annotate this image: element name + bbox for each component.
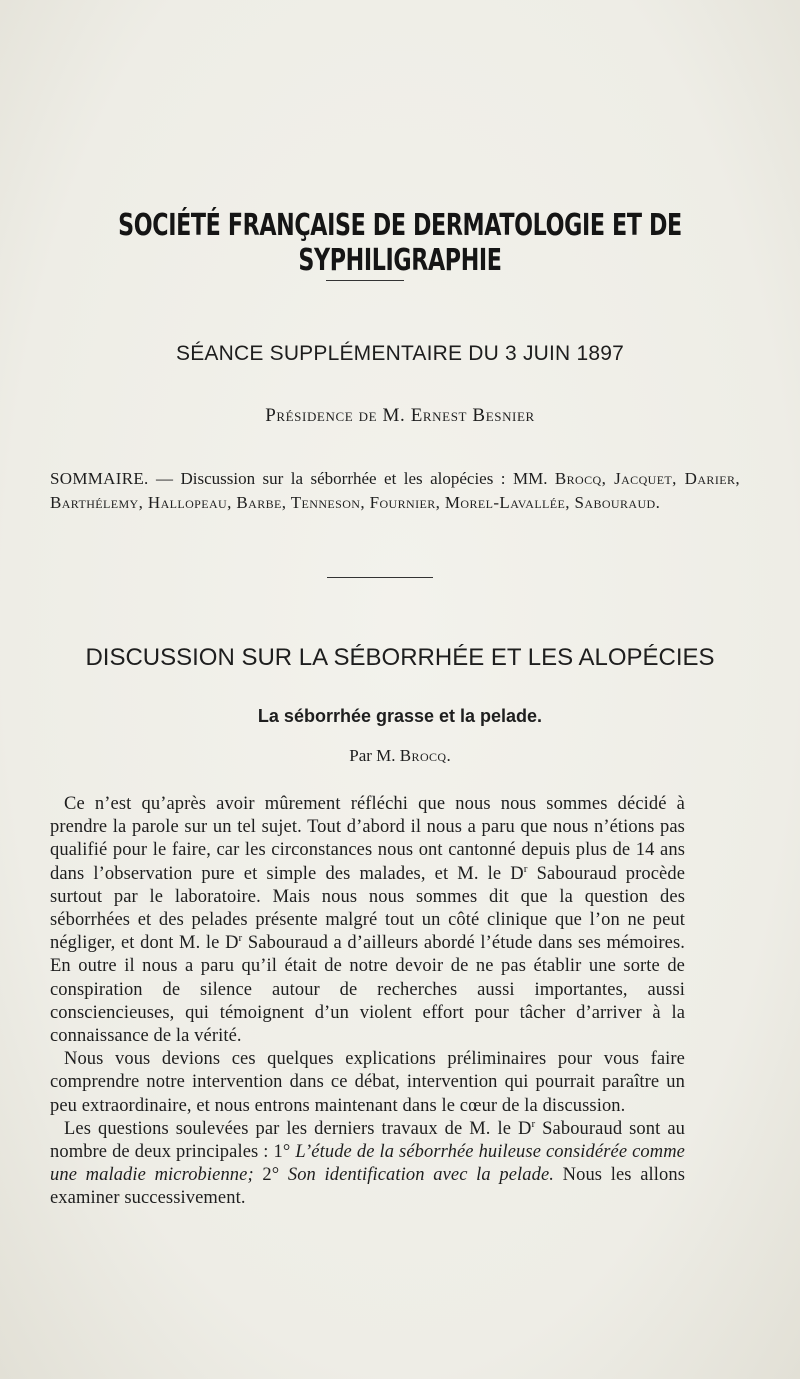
section-title: DISCUSSION SUR LA SÉBORRHÉE ET LES ALOPÉCIES <box>85 644 715 671</box>
session-title: SÉANCE SUPPLÉMENTAIRE DU 3 JUIN 1897 <box>176 342 624 365</box>
summary-text: Discussion sur la séborrhée et les alopécies : MM. <box>180 469 555 488</box>
paragraph <box>50 793 685 1048</box>
superscript: r <box>531 1117 536 1130</box>
divider-rule <box>327 577 433 578</box>
superscript: r <box>523 862 528 875</box>
italic-run: L’étude de la séborrhée huileuse considérée comme une maladie microbienne; <box>50 1142 685 1186</box>
summary-paragraph <box>50 467 740 515</box>
section-subtitle: La séborrhée grasse et la pelade. <box>257 706 543 726</box>
society-title: SOCIÉTÉ FRANÇAISE DE DERMATOLOGIE ET DE SYPHILIGRAPHIE <box>118 208 682 278</box>
author-line <box>0 746 800 766</box>
paragraph: Nous vous devions ces quelques explications préliminaires pour vous faire comprendre notre intervention dans ce débat, intervention qui pourrait paraître un peu extraordinaire, et nous entrons maintenant dans le cœur de la discussion. <box>50 1049 685 1116</box>
presidency-line: Présidence de M. Ernest Besnier <box>265 405 535 426</box>
superscript: r <box>238 932 243 945</box>
text-run: Sabouraud sont au nombre de deux principales : 1° <box>50 1118 685 1163</box>
summary-dash: — <box>148 469 181 488</box>
text-run: Nous les allons examiner successivement. <box>50 1165 685 1209</box>
text-run: Sabouraud a d’ailleurs abordé l’étude dans ses mémoires. En outre il nous a paru qu’il était de notre devoir de ne pas établir une sorte de conspiration de silence autour de recherches aussi importantes, aussi consciencieuses, qui témoignent d’un violent effort pour tâcher d’arriver à la connaissance de la vérité. <box>50 933 685 1047</box>
author-prefix: Par M. <box>349 746 400 765</box>
summary-participants: Brocq, Jacquet, Darier, Barthélemy, Hallopeau, Barbe, Tenneson, Fournier, Morel-Lavallée, Sabouraud <box>50 469 740 512</box>
italic-run: Son identification avec la pelade. <box>287 1165 554 1186</box>
summary-label: SOMMAIRE. <box>50 469 149 488</box>
divider-rule <box>326 280 404 281</box>
paragraph <box>50 1118 685 1211</box>
summary-end: . <box>655 493 660 512</box>
text-run: Les questions soulevées par les derniers travaux de M. le D <box>64 1118 532 1139</box>
text-run: Ce n’est qu’après avoir mûrement réfléchi que nous nous sommes décidé à prendre la parole sur un tel sujet. Tout d’abord il nous a paru que nous n’étions pas qualifié pour le faire, car les circonstances nous ont cantonné depuis plus de 14 ans dans l’observation pure et simple des malades, et M. le D <box>50 794 685 884</box>
body-text <box>50 793 685 1211</box>
text-run: Sabouraud procède surtout par le laboratoire. Mais nous nous sommes dit que la question des séborrhées et des pelades présente malgré tout un côté clinique que l’on ne peut négliger, et dont M. le D <box>50 863 686 954</box>
text-run: 2° <box>253 1165 288 1186</box>
author-name: Brocq <box>399 746 447 765</box>
author-suffix: . <box>446 746 451 765</box>
